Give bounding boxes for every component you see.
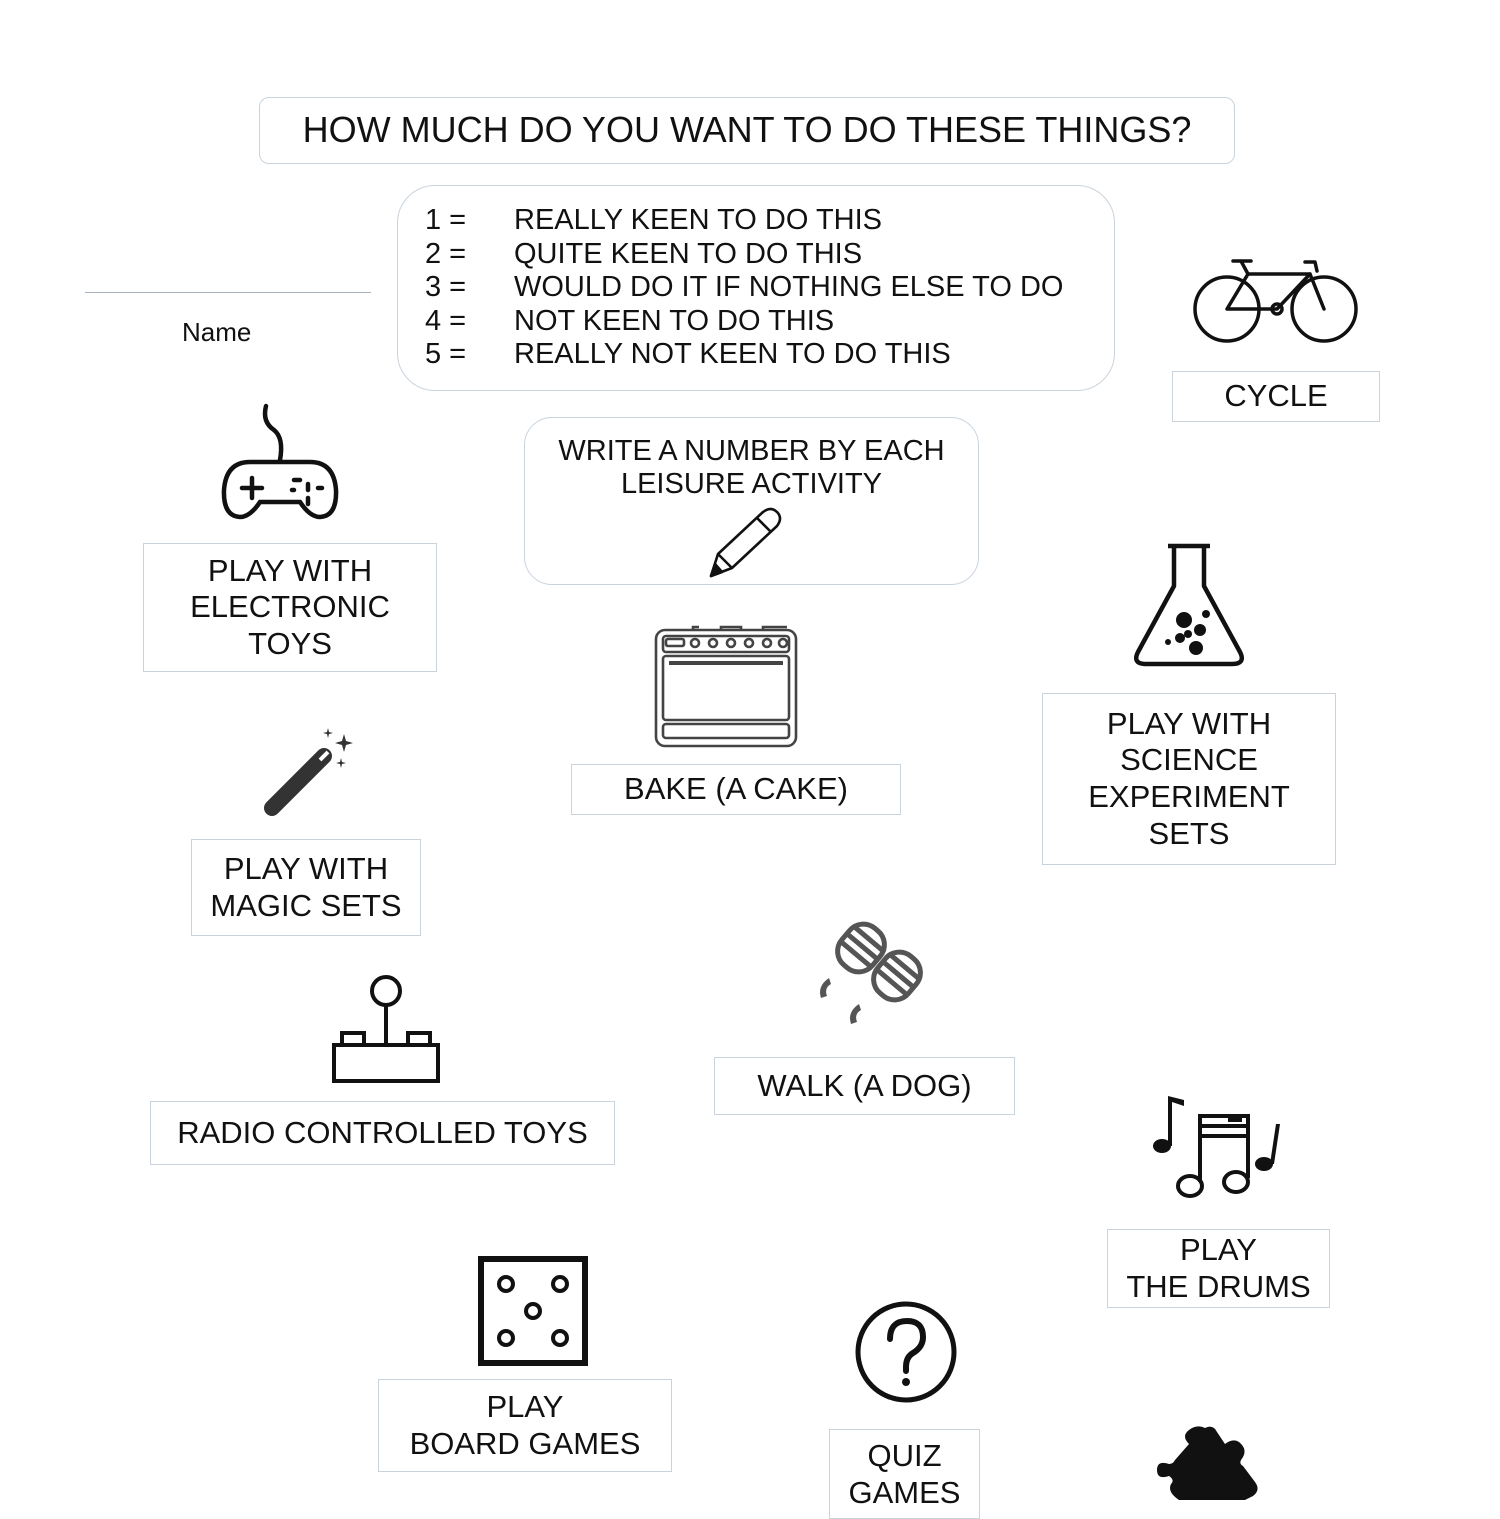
activity-board-games[interactable] [378, 1379, 672, 1472]
dice-icon [478, 1256, 588, 1366]
puzzle-piece-icon [1155, 1426, 1271, 1500]
activity-radio-controlled[interactable] [150, 1101, 615, 1165]
question-mark-icon [853, 1299, 959, 1405]
activity-quiz[interactable] [829, 1429, 980, 1519]
legend-number: 2 = [425, 237, 467, 270]
legend-text: REALLY KEEN TO DO THIS [514, 204, 883, 236]
legend-number: 4 = [425, 304, 467, 337]
activity-magic[interactable] [191, 839, 421, 936]
rating-legend [397, 185, 1115, 391]
legend-row [425, 338, 1114, 372]
activity-label: RADIO CONTROLLED TOYS [177, 1114, 588, 1150]
legend-text: REALLY NOT KEEN TO DO THIS [514, 338, 951, 371]
activity-label: PLAY WITH MAGIC SETS [210, 850, 402, 923]
activity-label: PLAY WITH ELECTRONIC TOYS [190, 552, 390, 661]
music-notes-icon [1152, 1092, 1284, 1202]
legend-text: NOT KEEN TO DO THIS [514, 304, 835, 337]
bicycle-icon [1193, 257, 1358, 345]
legend-number: 5 = [425, 338, 467, 371]
footprints-icon [815, 920, 923, 1030]
activity-drums[interactable] [1107, 1229, 1330, 1308]
legend-row [425, 305, 1114, 339]
legend-row [425, 204, 1114, 238]
activity-label: PLAY WITH SCIENCE EXPERIMENT SETS [1088, 705, 1290, 851]
activity-label: PLAY BOARD GAMES [409, 1388, 641, 1461]
instruction-line-2: LEISURE ACTIVITY [620, 468, 883, 500]
magic-wand-icon [262, 726, 356, 818]
name-line[interactable] [85, 292, 371, 293]
legend-text: WOULD DO IT IF NOTHING ELSE TO DO [514, 271, 1064, 304]
activity-electronic-toys[interactable] [143, 543, 437, 672]
flask-icon [1130, 542, 1248, 669]
activity-cycle[interactable] [1172, 371, 1380, 422]
page-title [259, 97, 1235, 164]
name-label: Name [182, 317, 252, 347]
legend-row [425, 238, 1114, 272]
pencil-icon [705, 506, 785, 581]
gamepad-icon [220, 404, 340, 522]
joystick-icon [330, 973, 442, 1085]
instruction-line-1: WRITE A NUMBER BY EACH [558, 435, 945, 467]
activity-bake[interactable] [571, 764, 901, 815]
legend-number: 3 = [425, 271, 467, 304]
legend-row [425, 271, 1114, 305]
activity-label: PLAY THE DRUMS [1126, 1231, 1311, 1304]
activity-label: BAKE (A CAKE) [624, 771, 848, 807]
page-title-text: HOW MUCH DO YOU WANT TO DO THESE THINGS? [302, 109, 1192, 151]
activity-label: CYCLE [1224, 378, 1328, 414]
activity-science[interactable] [1042, 693, 1336, 865]
activity-label: QUIZ GAMES [848, 1438, 961, 1510]
legend-number: 1 = [425, 204, 467, 236]
oven-icon [653, 626, 799, 748]
activity-walk[interactable] [714, 1057, 1015, 1115]
legend-text: QUITE KEEN TO DO THIS [514, 237, 863, 270]
activity-label: WALK (A DOG) [757, 1067, 972, 1103]
